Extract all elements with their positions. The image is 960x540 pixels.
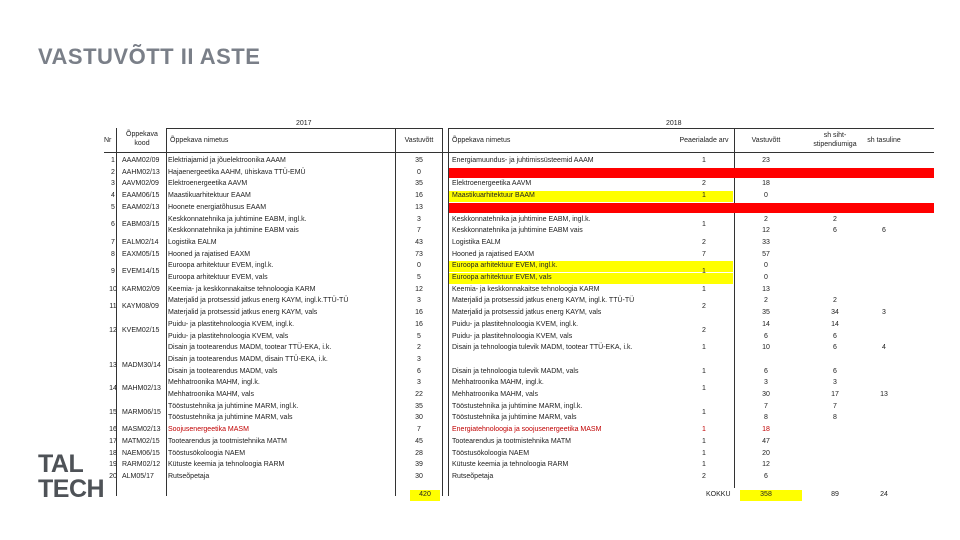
admitted-2017: 35: [415, 180, 423, 188]
row-code: EALM02/14: [122, 238, 159, 246]
admitted-2018: 18: [762, 426, 770, 434]
total-siht-value: 89: [831, 491, 839, 498]
row-nr: 4: [111, 192, 115, 200]
row-code: AAHM02/13: [122, 168, 160, 176]
course-name-2017: Elektroenergeetika AAVM: [168, 180, 248, 188]
peaeriala-value: 1: [702, 192, 706, 200]
admitted-2017: 0: [417, 168, 421, 176]
year-2017: 2017: [296, 120, 312, 127]
course-name-2017: Tööstusökoloogia NAEM: [168, 449, 246, 457]
admitted-2018: 6: [764, 367, 768, 375]
course-name-2017: Maastikuarhitektuur EAAM: [168, 192, 251, 200]
peaeriala-value: 2: [702, 472, 706, 480]
admitted-2018: 0: [764, 262, 768, 270]
course-name-2018: Materjalid ja protsessid jatkus energ KAYM, vals: [452, 309, 602, 317]
course-name-2018: Tööstustehnika ja juhtimine MARM, vals: [452, 414, 577, 422]
row-code: AAAM02/09: [122, 157, 160, 164]
admitted-2018: 12: [762, 461, 770, 469]
course-name-2017: Elektriajamid ja jõuelektroonika AAAM: [168, 157, 286, 164]
admitted-2017: 28: [415, 449, 423, 457]
row-code: KVEM02/15: [122, 326, 160, 334]
peaeriala-value: 1: [702, 437, 706, 445]
admitted-2018: 18: [762, 180, 770, 188]
admitted-2017: 6: [417, 367, 421, 375]
sh-siht-value: 6: [833, 344, 837, 352]
row-nr: 13: [109, 361, 117, 369]
sh-siht-value: 3: [833, 379, 837, 387]
row-code: KARM02/09: [122, 285, 160, 293]
row-code: MARM06/15: [122, 408, 161, 416]
row-nr: 14: [109, 385, 117, 393]
sh-siht-value: 17: [831, 391, 839, 398]
admitted-2018: 7: [764, 402, 768, 410]
admitted-2018: 30: [762, 391, 770, 398]
sh-siht-value: 6: [833, 227, 837, 235]
logo-line-2: TECH: [38, 475, 105, 503]
course-name-2018: Tööstusökoloogia NAEM: [452, 449, 530, 457]
admitted-2017: 5: [417, 332, 421, 340]
row-nr: 20: [109, 472, 117, 480]
total-2017-value: 420: [419, 491, 431, 498]
row-code: MATM02/15: [122, 437, 160, 445]
admitted-2017: 7: [417, 426, 421, 434]
row-nr: 10: [109, 285, 117, 293]
course-name-2017: Keskkonnatehnika ja juhtimine EABM vais: [168, 227, 299, 235]
peaeriala-value: 2: [702, 180, 706, 188]
row-nr: 15: [109, 408, 117, 416]
row-code: KAYM08/09: [122, 303, 159, 311]
course-name-2018: Maastikuarhitektuur BAAM: [452, 192, 535, 200]
peaeriala-value: 1: [702, 285, 706, 293]
row-nr: 5: [111, 203, 115, 211]
year-2018: 2018: [666, 120, 682, 127]
admitted-2017: 3: [417, 297, 421, 305]
course-name-2017: Puidu- ja plastitehnoloogia KVEM, ingl.k.: [168, 320, 295, 328]
admitted-2018: 2: [764, 215, 768, 223]
sh-tasuline-value: 3: [882, 309, 886, 317]
header-vastuvott-2018: Vastuvõtt: [751, 137, 781, 144]
admitted-2018: 33: [762, 238, 770, 246]
admitted-2017: 16: [415, 309, 423, 317]
row-nr: 9: [111, 268, 115, 276]
admitted-2018: 6: [764, 472, 768, 480]
sh-siht-value: 6: [833, 332, 837, 340]
row-code: EAAM06/15: [122, 192, 160, 200]
peaeriala-value: 2: [702, 303, 706, 311]
row-code: EAAM02/13: [122, 203, 160, 211]
course-name-2018: Logistika EALM: [452, 238, 501, 246]
course-name-2018: Disain ja tehnoloogia tulevik MADM, tootear TTÜ-EKA, i.k.: [452, 344, 633, 352]
row-nr: 7: [111, 238, 115, 246]
row-nr: 16: [109, 426, 117, 434]
row-code: EABM03/15: [122, 221, 160, 229]
admitted-2018: 8: [764, 414, 768, 422]
admitted-2017: 12: [415, 285, 423, 293]
header-bottom-rule: [104, 152, 934, 153]
course-name-2018: Euroopa arhitektuur EVEM, ingl.k.: [452, 262, 558, 270]
header-rule-2017: [166, 128, 442, 129]
admitted-2018: 35: [762, 309, 770, 317]
total-2018-value: 358: [760, 491, 772, 498]
header-peaeriala: Peaerialade arv: [679, 137, 729, 144]
admitted-2017: 35: [415, 402, 423, 410]
course-name-2018: Energiatehnoloogia ja soojusenergeetika MASM: [452, 426, 602, 434]
admitted-2017: 2: [417, 344, 421, 352]
peaeriala-value: 1: [702, 157, 706, 164]
course-name-2017: Euroopa arhitektuur EVEM, vals: [168, 274, 268, 281]
admitted-2017: 45: [415, 437, 423, 445]
admitted-2018: 10: [762, 344, 770, 352]
logo-line-1: TAL: [38, 450, 84, 478]
course-name-2018: Disain ja tehnoloogia tulevik MADM, vals: [452, 367, 579, 375]
course-name-2017: Mehhatroonika MAHM, ingl.k.: [168, 379, 260, 387]
row-code: NAEM06/15: [122, 449, 160, 457]
peaeriala-value: 7: [702, 250, 706, 258]
row-nr: 12: [109, 326, 117, 334]
sh-siht-value: 2: [833, 297, 837, 305]
peaeriala-value: 1: [702, 426, 706, 434]
row-nr: 11: [109, 303, 117, 311]
row-code: EVEM14/15: [122, 268, 160, 276]
row-nr: 2: [111, 168, 115, 176]
peaeriala-value: 1: [702, 385, 706, 393]
sh-tasuline-value: 13: [880, 391, 888, 398]
peaeriala-value: 2: [702, 238, 706, 246]
course-name-2018: Energiamuundus- ja juhtimissüsteemid AAAM: [452, 157, 594, 164]
row-nr: 17: [109, 437, 117, 445]
header-rule-2018: [448, 128, 934, 129]
course-name-2018: Euroopa arhitektuur EVEM, vals: [452, 274, 552, 281]
admitted-2017: 30: [415, 414, 423, 422]
course-name-2017: Disain ja tootearendus MADM, tootear TTÜ-EKA, i.k.: [168, 344, 332, 352]
admitted-2018: 23: [762, 157, 770, 164]
row-code: MAHM02/13: [122, 385, 161, 393]
sh-siht-value: 8: [833, 414, 837, 422]
peaeriala-value: 1: [702, 344, 706, 352]
header-nr: Nr: [104, 137, 112, 144]
course-name-2018: Rutseõpetaja: [452, 472, 494, 480]
header-sh-siht: sh siht-stipendiumiga: [813, 132, 857, 148]
row-code: MADM30/14: [122, 361, 161, 369]
peaeriala-value: 1: [702, 408, 706, 416]
course-name-2018: Keskkonnatehnika ja juhtimine EABM vais: [452, 227, 583, 235]
sh-siht-value: 6: [833, 367, 837, 375]
row-nr: 1: [111, 157, 115, 164]
course-name-2018: Keemia- ja keskkonnakaitse tehnoloogia KARM: [452, 285, 600, 293]
admitted-2017: 7: [417, 227, 421, 235]
course-name-2017: Disain ja tootearendus MADM, vals: [168, 367, 278, 375]
course-name-2018: Keskkonnatehnika ja juhtimine EABM, ingl.k.: [452, 215, 591, 223]
sh-tasuline-value: 4: [882, 344, 886, 352]
admitted-2018: 13: [762, 285, 770, 293]
admitted-2017: 13: [415, 203, 423, 211]
course-name-2018: Kütuste keemia ja tehnoloogia RARM: [452, 461, 569, 469]
course-name-2017: Mehhatroonika MAHM, vals: [168, 391, 254, 398]
course-name-2017: Keemia- ja keskkonnakaitse tehnoloogia KARM: [168, 285, 316, 293]
course-name-2018: Puidu- ja plastitehnoloogia KVEM, vals: [452, 332, 573, 340]
peaeriala-value: 1: [702, 461, 706, 469]
course-name-2017: Materjalid ja protsessid jatkus energ KAYM, vals: [168, 309, 318, 317]
course-name-2018: Hooned ja rajatised EAXM: [452, 250, 535, 258]
course-name-2017: Puidu- ja plastitehnoloogia KVEM, vals: [168, 332, 289, 340]
admitted-2017: 3: [417, 355, 421, 363]
course-name-2017: Hooned ja rajatised EAXM: [168, 250, 251, 258]
red-row-band: [449, 203, 934, 214]
course-name-2018: Elektroenergeetika AAVM: [452, 180, 532, 188]
course-name-2017: Rutseõpetaja: [168, 472, 210, 480]
course-name-2017: Kütuste keemia ja tehnoloogia RARM: [168, 461, 285, 469]
sh-siht-value: 14: [831, 320, 839, 328]
course-name-2017: Disain ja tootearendus MADM, disain TTÜ-EKA, i.k.: [168, 355, 328, 363]
admitted-2017: 30: [415, 472, 423, 480]
admitted-2018: 3: [764, 379, 768, 387]
admitted-2018: 57: [762, 250, 770, 258]
kokku-label: KOKKU: [706, 491, 731, 498]
peaeriala-value: 1: [702, 268, 706, 276]
sh-siht-value: 34: [831, 309, 839, 317]
row-code: MASM02/13: [122, 426, 161, 434]
row-nr: 8: [111, 250, 115, 258]
admitted-2018: 0: [764, 192, 768, 200]
header-sh-tasuline: sh tasuline: [867, 137, 901, 144]
admitted-2018: 2: [764, 297, 768, 305]
header-name-2018: Õppekava nimetus: [452, 137, 511, 144]
peaeriala-value: 1: [702, 449, 706, 457]
row-code: ALM05/17: [122, 472, 154, 480]
col-line-v2017: [442, 128, 443, 496]
row-nr: 19: [109, 461, 117, 469]
admitted-2018: 12: [762, 227, 770, 235]
admitted-2018: 14: [762, 320, 770, 328]
course-name-2018: Materjalid ja protsessid jatkus energ KAYM, ingl.k. TTÜ-TÜ: [452, 297, 635, 305]
peaeriala-value: 1: [702, 367, 706, 375]
admitted-2017: 16: [415, 320, 423, 328]
admitted-2017: 5: [417, 274, 421, 281]
total-tasuline-value: 24: [880, 491, 888, 498]
admitted-2018: 0: [764, 274, 768, 281]
course-name-2017: Tööstustehnika ja juhtimine MARM, vals: [168, 414, 293, 422]
admitted-2017: 35: [415, 157, 423, 164]
col-line-peaeriala: [734, 128, 735, 488]
admitted-2017: 73: [415, 250, 423, 258]
course-name-2017: Hajaenergeetika AAHM, ühiskava TTÜ-EMÜ: [168, 168, 306, 176]
course-name-2017: Hoonete energiatõhusus EAAM: [168, 203, 267, 211]
admitted-2017: 3: [417, 379, 421, 387]
peaeriala-value: 2: [702, 326, 706, 334]
red-row-band: [449, 168, 934, 179]
row-code: AAVM02/09: [122, 180, 159, 188]
course-name-2017: Keskkonnatehnika ja juhtimine EABM, ingl.k.: [168, 215, 307, 223]
page-title: VASTUVÕTT II ASTE: [38, 44, 261, 69]
col-line-name2018: [448, 128, 449, 496]
admitted-2017: 22: [415, 391, 423, 398]
course-name-2017: Tootearendus ja tootmistehnika MATM: [168, 437, 287, 445]
header-name-2017: Õppekava nimetus: [170, 137, 229, 144]
admitted-2017: 0: [417, 262, 421, 270]
row-nr: 6: [111, 221, 115, 229]
course-name-2018: Mehhatroonika MAHM, vals: [452, 391, 538, 398]
course-name-2017: Logistika EALM: [168, 238, 217, 246]
row-nr: 18: [109, 449, 117, 457]
header-vastuvott-2017: Vastuvõtt: [404, 137, 434, 144]
admitted-2017: 39: [415, 461, 423, 469]
course-name-2017: Tööstustehnika ja juhtimine MARM, ingl.k.: [168, 402, 299, 410]
course-name-2018: Tootearendus ja tootmistehnika MATM: [452, 437, 571, 445]
course-name-2017: Materjalid ja protsessid jatkus energ KAYM, ingl.k.TTÜ-TÜ: [168, 297, 349, 305]
admitted-2017: 43: [415, 238, 423, 246]
admitted-2018: 20: [762, 449, 770, 457]
sh-siht-value: 7: [833, 402, 837, 410]
sh-siht-value: 2: [833, 215, 837, 223]
admitted-2018: 47: [762, 437, 770, 445]
sh-tasuline-value: 6: [882, 227, 886, 235]
row-code: EAXM05/15: [122, 250, 160, 258]
course-name-2018: Puidu- ja plastitehnoloogia KVEM, ingl.k.: [452, 320, 579, 328]
admitted-2017: 16: [415, 192, 423, 200]
course-name-2018: Mehhatroonika MAHM, ingl.k.: [452, 379, 544, 387]
peaeriala-value: 1: [702, 221, 706, 229]
course-name-2017: Soojusenergeetika MASM: [168, 426, 249, 434]
course-name-2018: Tööstustehnika ja juhtimine MARM, ingl.k.: [452, 402, 583, 410]
header-code: Õppekava kood: [126, 131, 158, 147]
row-code: RARM02/12: [122, 461, 161, 469]
row-nr: 3: [111, 180, 115, 188]
course-name-2017: Euroopa arhitektuur EVEM, ingl.k.: [168, 262, 274, 270]
admitted-2018: 6: [764, 332, 768, 340]
admitted-2017: 3: [417, 215, 421, 223]
